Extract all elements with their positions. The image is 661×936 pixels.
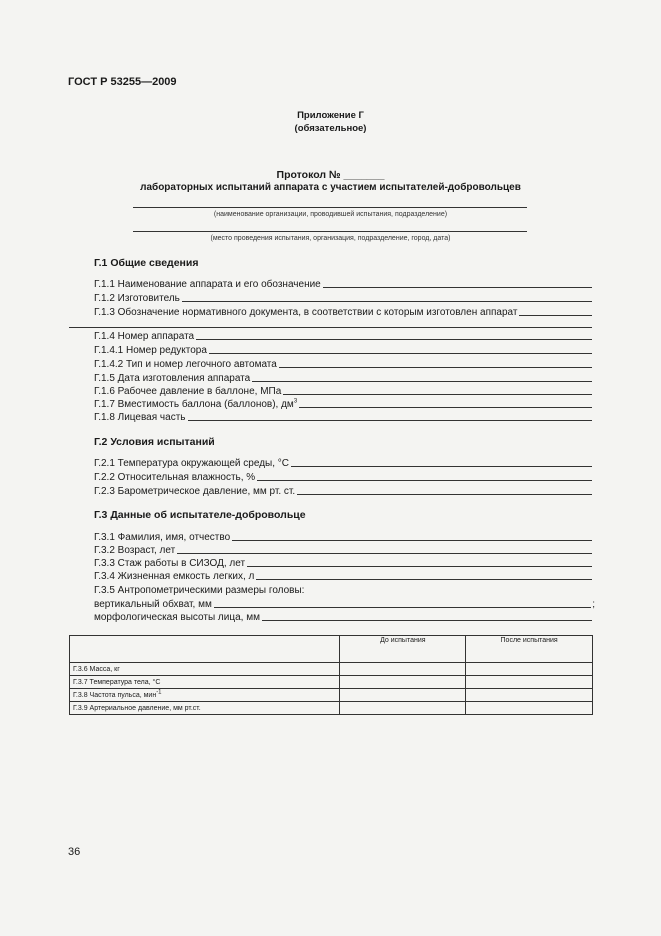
field-g1-5 bbox=[94, 370, 592, 384]
table-row bbox=[70, 663, 593, 676]
fill-line[interactable] bbox=[279, 367, 592, 368]
table-row-label: Г.3.7 Температура тела, °С bbox=[70, 676, 340, 689]
table-cell-before[interactable] bbox=[340, 676, 466, 689]
field-label: Г.3.4 Жизненная емкость легких, л bbox=[94, 571, 255, 582]
organization-line bbox=[133, 207, 527, 208]
fill-line[interactable] bbox=[214, 607, 591, 608]
field-label: Г.2.2 Относительная влажность, % bbox=[94, 472, 256, 483]
table-header-row bbox=[70, 636, 593, 663]
field-g3-5-vertical bbox=[94, 596, 595, 610]
fill-line[interactable] bbox=[519, 315, 592, 316]
appendix-subtitle: (обязательное) bbox=[294, 123, 367, 134]
field-g2-1 bbox=[94, 455, 592, 469]
table-cell-before[interactable] bbox=[340, 702, 466, 715]
table-cell-after[interactable] bbox=[466, 689, 593, 702]
field-g3-5-face bbox=[94, 609, 592, 623]
field-label: Г.1.5 Дата изготовления аппарата bbox=[94, 373, 251, 384]
section-g3-heading: Г.3 Данные об испытателе-добровольце bbox=[94, 509, 306, 521]
field-g1-3 bbox=[94, 304, 592, 318]
field-g3-2 bbox=[94, 542, 592, 556]
table-row-label bbox=[70, 689, 340, 702]
fill-line[interactable] bbox=[257, 480, 592, 481]
field-g1-4-2 bbox=[94, 356, 592, 370]
document-code: ГОСТ Р 53255—2009 bbox=[68, 76, 177, 88]
field-g3-4 bbox=[94, 568, 592, 582]
fill-line[interactable] bbox=[299, 407, 592, 408]
superscript: -1 bbox=[156, 689, 162, 696]
appendix-title: Приложение Г bbox=[297, 110, 364, 121]
field-g3-1 bbox=[94, 529, 592, 543]
table-row bbox=[70, 676, 593, 689]
section-g2-heading: Г.2 Условия испытаний bbox=[94, 436, 215, 448]
field-label: Г.1.4.2 Тип и номер легочного автомата bbox=[94, 359, 277, 370]
fill-line[interactable] bbox=[252, 381, 592, 382]
field-g1-8 bbox=[94, 409, 592, 423]
location-line bbox=[133, 231, 527, 232]
field-label: Г.3.2 Возраст, лет bbox=[94, 545, 176, 556]
field-label: Г.3.5 Антропометрическими размеры головы: bbox=[94, 585, 305, 596]
fill-line[interactable] bbox=[323, 287, 592, 288]
fill-line[interactable] bbox=[177, 553, 592, 554]
page-number: 36 bbox=[68, 846, 81, 858]
table-cell-before[interactable] bbox=[340, 689, 466, 702]
field-label: Г.3.3 Стаж работы в СИЗОД, лет bbox=[94, 558, 246, 569]
table-row bbox=[70, 702, 593, 715]
table-cell-after[interactable] bbox=[466, 676, 593, 689]
field-label: Г.2.1 Температура окружающей среды, °С bbox=[94, 458, 289, 469]
fill-line[interactable] bbox=[247, 566, 592, 567]
field-label: Г.1.4 Номер аппарата bbox=[94, 331, 195, 342]
field-g3-5 bbox=[94, 582, 592, 596]
field-g1-2 bbox=[94, 290, 592, 304]
superscript: 3 bbox=[293, 398, 298, 405]
fill-line[interactable] bbox=[182, 301, 592, 302]
field-g2-3 bbox=[94, 483, 592, 497]
field-g2-2 bbox=[94, 469, 592, 483]
table-row-label: Г.3.6 Масса, кг bbox=[70, 663, 340, 676]
fill-line[interactable] bbox=[291, 466, 592, 467]
table-cell-after[interactable] bbox=[466, 702, 593, 715]
field-g1-4-1 bbox=[94, 342, 592, 356]
fill-line[interactable] bbox=[297, 494, 592, 495]
fill-line[interactable] bbox=[188, 420, 593, 421]
field-label-text: Г.1.7 Вместимость баллона (баллонов), дм bbox=[94, 399, 294, 410]
fill-line[interactable] bbox=[256, 579, 592, 580]
protocol-subtitle: лабораторных испытаний аппарата с участием испытателей-добровольцев bbox=[140, 182, 521, 193]
fill-line[interactable] bbox=[262, 620, 592, 621]
field-label: вертикальный обхват, мм bbox=[94, 599, 212, 610]
field-label: Г.2.3 Барометрическое давление, мм рт. ст. bbox=[94, 486, 296, 497]
section-g1-heading: Г.1 Общие сведения bbox=[94, 257, 199, 269]
field-label: морфологическая высоты лица, мм bbox=[94, 612, 260, 623]
field-g1-6 bbox=[94, 383, 592, 397]
table-row-label: Г.3.9 Артериальное давление, мм рт.ст. bbox=[70, 702, 340, 715]
field-label: Г.1.2 Изготовитель bbox=[94, 293, 180, 304]
protocol-title: Протокол № _______ bbox=[276, 169, 385, 181]
field-g3-3 bbox=[94, 555, 592, 569]
field-g1-1 bbox=[94, 276, 592, 290]
table-row-label-text: Г.3.8 Частота пульса, мин bbox=[73, 691, 157, 699]
measurements-table bbox=[69, 635, 593, 715]
field-label: Г.1.1 Наименование аппарата и его обозначение bbox=[94, 279, 321, 290]
table-header-cell: После испытания bbox=[466, 636, 593, 663]
organization-caption: (наименование организации, проводившей испытания, подразделение) bbox=[213, 211, 448, 218]
field-g1-4 bbox=[94, 328, 592, 342]
fill-line[interactable] bbox=[196, 339, 592, 340]
table-header-cell bbox=[70, 636, 340, 663]
field-label: Г.1.6 Рабочее давление в баллоне, МПа bbox=[94, 386, 282, 397]
fill-line[interactable] bbox=[209, 353, 592, 354]
fill-line[interactable] bbox=[283, 394, 592, 395]
table-header-cell: До испытания bbox=[340, 636, 466, 663]
field-label: Г.1.3 Обозначение нормативного документа, в соответствии с которым изготовлен аппарат bbox=[94, 307, 518, 318]
field-label: Г.1.8 Лицевая часть bbox=[94, 412, 186, 423]
field-g1-7 bbox=[94, 396, 592, 410]
field-label: Г.1.4.1 Номер редуктора bbox=[94, 345, 207, 356]
field-label: Г.3.1 Фамилия, имя, отчество bbox=[94, 532, 231, 543]
table-cell-after[interactable] bbox=[466, 663, 593, 676]
location-caption: (место проведения испытания, организация, подразделение, город, дата) bbox=[210, 235, 451, 242]
fill-line[interactable] bbox=[232, 540, 592, 541]
semicolon: ; bbox=[592, 599, 595, 610]
table-row bbox=[70, 689, 593, 702]
table-cell-before[interactable] bbox=[340, 663, 466, 676]
